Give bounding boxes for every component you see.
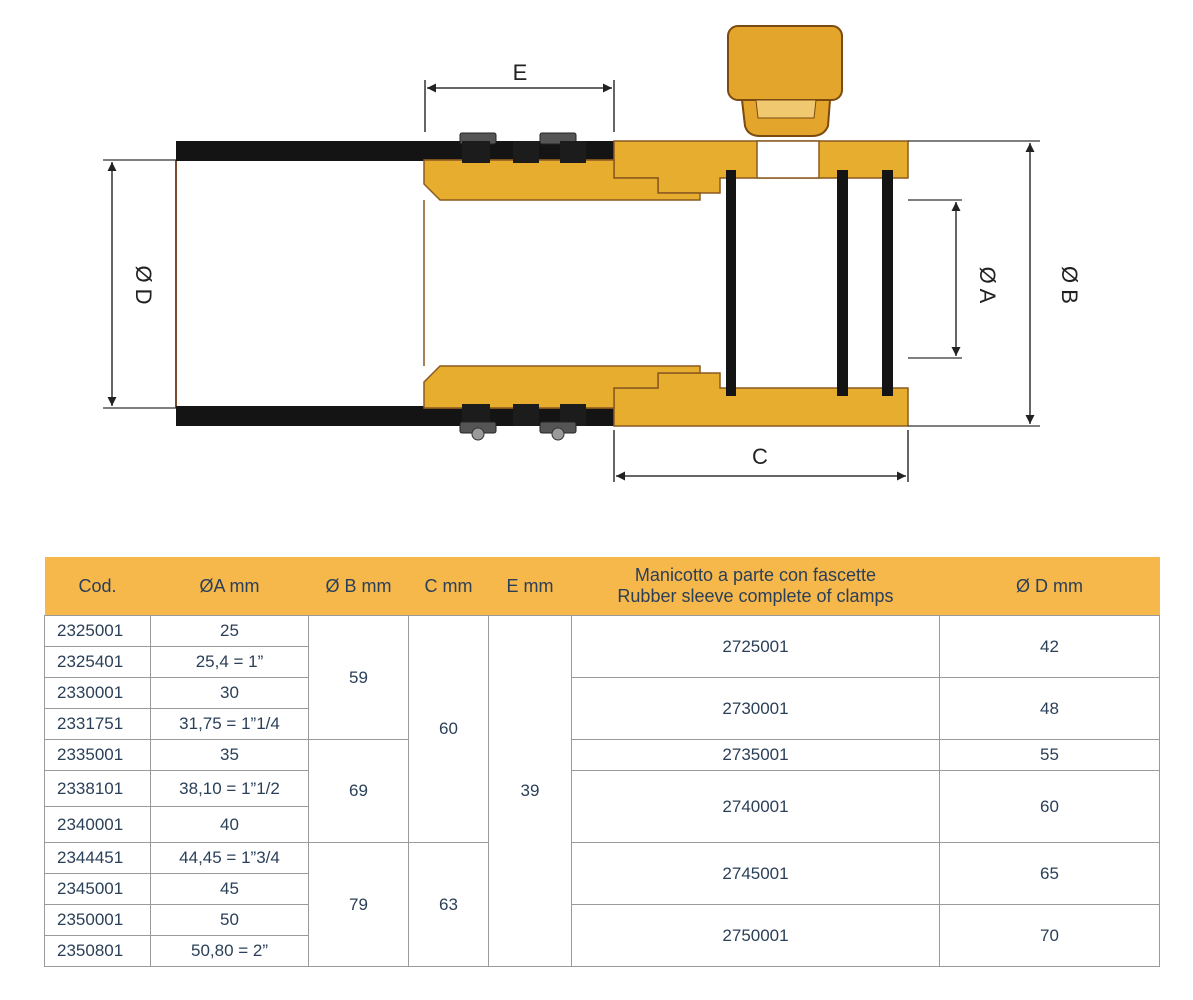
- sleeve-cell: 2745001: [572, 843, 940, 905]
- spec-table: [44, 557, 1160, 967]
- code-cell: 2330001: [45, 678, 151, 709]
- label-e: E: [512, 60, 528, 85]
- header-c: C mm: [409, 557, 489, 616]
- a-cell: 25,4 = 1”: [151, 647, 309, 678]
- label-b: Ø B: [1057, 266, 1082, 304]
- table-row: [45, 678, 1160, 709]
- a-cell: 35: [151, 740, 309, 771]
- header-a: ØA mm: [151, 557, 309, 616]
- sleeve-cell: 2725001: [572, 616, 940, 678]
- b-cell: 69: [309, 740, 409, 843]
- table-row: [45, 740, 1160, 771]
- table-row: [45, 843, 1160, 874]
- b-cell: 59: [309, 616, 409, 740]
- a-cell: 45: [151, 874, 309, 905]
- code-cell: 2335001: [45, 740, 151, 771]
- d-cell: 42: [940, 616, 1160, 678]
- d-cell: 55: [940, 740, 1160, 771]
- dimension-d: [103, 160, 176, 408]
- d-cell: 48: [940, 678, 1160, 740]
- d-cell: 65: [940, 843, 1160, 905]
- d-cell: 60: [940, 771, 1160, 843]
- sleeve-cell: 2750001: [572, 905, 940, 967]
- dimension-a: [908, 200, 1000, 358]
- a-cell: 25: [151, 616, 309, 647]
- sleeve-cell: 2740001: [572, 771, 940, 843]
- header-code: Cod.: [45, 557, 151, 616]
- a-cell: 50,80 = 2”: [151, 936, 309, 967]
- header-sleeve-it: Manicotto a parte con fascette: [634, 565, 877, 585]
- label-d: Ø D: [131, 265, 156, 305]
- c-cell: 60: [409, 616, 489, 843]
- code-cell: 2340001: [45, 807, 151, 843]
- header-d: Ø D mm: [940, 557, 1160, 616]
- sleeve-cell: 2735001: [572, 740, 940, 771]
- code-cell: 2338101: [45, 771, 151, 807]
- label-a: Ø A: [975, 266, 1000, 304]
- a-cell: 40: [151, 807, 309, 843]
- a-cell: 44,45 = 1”3/4: [151, 843, 309, 874]
- c-cell: 63: [409, 843, 489, 967]
- dimension-c: [614, 430, 908, 482]
- header-b: Ø B mm: [309, 557, 409, 616]
- table-row: [45, 905, 1160, 936]
- code-cell: 2350801: [45, 936, 151, 967]
- code-cell: 2325001: [45, 616, 151, 647]
- table-row: [45, 771, 1160, 807]
- code-cell: 2350001: [45, 905, 151, 936]
- code-cell: 2345001: [45, 874, 151, 905]
- coupling-body: [424, 141, 908, 426]
- table-header-row: [45, 557, 1160, 616]
- e-cell: 39: [489, 616, 572, 967]
- header-sleeve: [572, 557, 940, 616]
- header-sleeve-en: Rubber sleeve complete of clamps: [617, 586, 894, 606]
- d-cell: 70: [940, 905, 1160, 967]
- header-e: E mm: [489, 557, 572, 616]
- cap-icon: [728, 26, 842, 136]
- code-cell: 2344451: [45, 843, 151, 874]
- a-cell: 38,10 = 1”1/2: [151, 771, 309, 807]
- dimension-e: [425, 60, 614, 132]
- table-row: [45, 616, 1160, 647]
- sleeve-cell: 2730001: [572, 678, 940, 740]
- b-cell: 79: [309, 843, 409, 967]
- code-cell: 2325401: [45, 647, 151, 678]
- label-c: C: [752, 444, 768, 469]
- a-cell: 50: [151, 905, 309, 936]
- a-cell: 31,75 = 1”1/4: [151, 709, 309, 740]
- a-cell: 30: [151, 678, 309, 709]
- code-cell: 2331751: [45, 709, 151, 740]
